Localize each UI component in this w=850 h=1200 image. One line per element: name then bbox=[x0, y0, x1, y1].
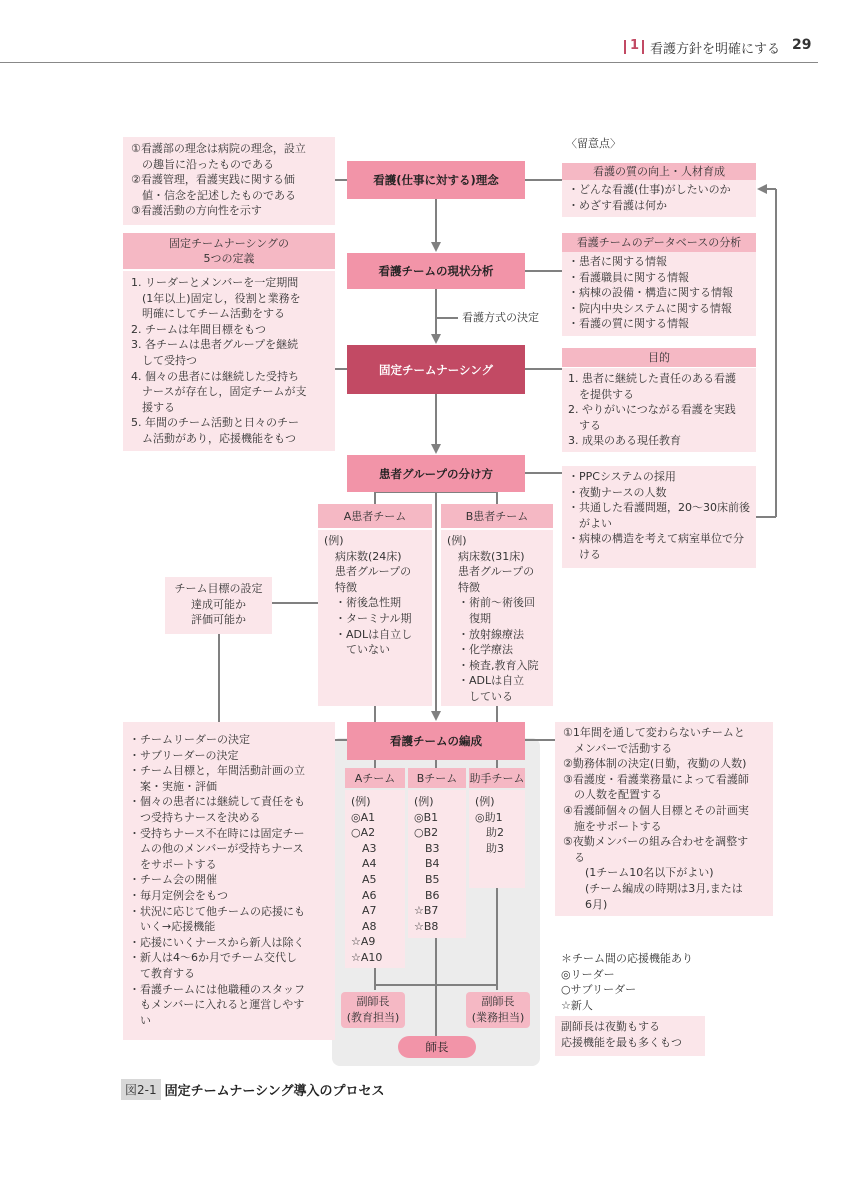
head-nurse-box: 師長 bbox=[398, 1036, 476, 1058]
purpose-body: 1. 患者に継続した責任のある看護 を提供する 2. やりがいにつながる看護を実践 する 3. 成果のある現任教育 bbox=[562, 368, 756, 452]
assistant-team-members: (例) ◎助1 助2 助3 bbox=[469, 790, 525, 888]
figure-label: 図2-1 bbox=[121, 1079, 161, 1100]
team-goal-box: チーム目標の設定 達成可能か 評価可能か bbox=[165, 577, 272, 634]
chapter-title: 看護方針を明確にする bbox=[650, 42, 781, 57]
legend: ＊チーム間の応援機能あり ◎リーダー ○サブリーダー ☆新人 bbox=[561, 952, 693, 1012]
formation-notes: ①1年間を通して変わらないチームと メンバーで活動する ②勤務体制の決定(日勤，夜勤の人数) ③看護度・看護業務量によって看護師 の人数を配置する ④看護師個々の個人目標とその計画実 施をサポートする ⑤夜勤メンバーの組み合わせを調整す る (1チーム10名以下がよい) (チーム編成の時期は3月,または 6月) bbox=[555, 722, 773, 916]
team-b-header: B患者チーム bbox=[441, 504, 553, 528]
a-team-header: Aチーム bbox=[345, 768, 405, 788]
quality-body: ・どんな看護(仕事)がしたいのか ・めざす看護は何か bbox=[562, 180, 756, 217]
grouping-notes: ・PPCシステムの採用 ・夜勤ナースの人数 ・共通した看護問題，20〜30床前後 がよい ・病棟の構造を考えて病室単位で分 ける bbox=[562, 466, 756, 568]
remarks-label: 〈留意点〉 bbox=[566, 137, 621, 150]
a-team-members: (例) ◎A1 ○A2 A3 A4 A5 A6 A7 A8 ☆A9 ☆A10 bbox=[345, 790, 405, 968]
philosophy-box: 看護(仕事に対する)理念 bbox=[347, 161, 525, 199]
method-decision-tick bbox=[436, 317, 458, 319]
quality-header: 看護の質の向上・人材育成 bbox=[562, 163, 756, 180]
team-a-body: (例) 病床数(24床) 患者グループの 特徴 ・術後急性期 ・ターミナル期 ・ADLは自立し ていない bbox=[318, 530, 432, 706]
five-definitions-header: 固定チームナーシングの 5つの定義 bbox=[123, 233, 335, 269]
patient-grouping-box: 患者グループの分け方 bbox=[347, 455, 525, 492]
vice-head-education: 副師長 (教育担当) bbox=[341, 992, 405, 1028]
vice-head-note: 副師長は夜勤もする 応援機能を最も多くもつ bbox=[555, 1016, 705, 1056]
database-header: 看護チームのデータベースの分析 bbox=[562, 233, 756, 252]
b-team-members: (例) ◎B1 ○B2 B3 B4 B5 B6 ☆B7 ☆B8 bbox=[408, 790, 466, 938]
vice-head-operations: 副師長 (業務担当) bbox=[466, 992, 530, 1028]
b-team-header: Bチーム bbox=[408, 768, 466, 788]
analysis-box: 看護チームの現状分析 bbox=[347, 253, 525, 289]
team-a-header: A患者チーム bbox=[318, 504, 432, 528]
team-leader-notes: ・チームリーダーの決定 ・サブリーダーの決定 ・チーム目標と，年間活動計画の立 案・実施・評価 ・個々の患者には継続して責任をも つ受持ちナースを決める ・受持ちナース不在時には固定チー ムの他のメンバーが受持ちナース をサポートする ・チーム会の開催 ・毎月定例会をもつ ・状況に応じて他チームの応援にも いく→応援機能 ・応援にいくナースから新人は除く ・新人は4〜6か月でチーム交代し て教育する ・看護チームには他職種のスタッフ もメンバーに入れると運営しやす い bbox=[123, 722, 335, 1040]
database-body: ・患者に関する情報 ・看護職員に関する情報 ・病棟の設備・構造に関する情報 ・院内中央システムに関する情報 ・看護の質に関する情報 bbox=[562, 252, 756, 336]
team-formation-box: 看護チームの編成 bbox=[347, 722, 525, 760]
five-definitions-body: 1. リーダーとメンバーを一定期間 (1年以上)固定し，役割と業務を 明確にしてチーム活動をする 2. チームは年間目標をもつ 3. 各チームは患者グループを継続 して受持つ 4. 個々の患者には継続した受持ち ナースが存在し，固定チームが支 援する 5. 年間のチーム活動と日々のチー ム活動があり，応援機能をもつ bbox=[123, 271, 335, 451]
philosophy-notes: ①看護部の理念は病院の理念，設立 の趣旨に沿ったものである ②看護管理，看護実践に関する価 値・信念を記述したものである ③看護活動の方向性を示す bbox=[123, 137, 335, 225]
team-b-body: (例) 病床数(31床) 患者グループの 特徴 ・術前〜術後回 復期 ・放射線療法 ・化学療法 ・検査,教育入院 ・ADLは自立 している bbox=[441, 530, 553, 706]
figure-caption bbox=[121, 1078, 385, 1100]
figure-title: 固定チームナーシング導入のプロセス bbox=[164, 1083, 385, 1099]
assistant-team-header: 助手チーム bbox=[469, 768, 525, 788]
method-decision-label: 看護方式の決定 bbox=[462, 311, 539, 324]
page-number: 29 bbox=[792, 37, 812, 53]
fixed-team-nursing-box: 固定チームナーシング bbox=[347, 345, 525, 394]
chapter-number: 1 bbox=[630, 38, 640, 53]
purpose-header: 目的 bbox=[562, 348, 756, 367]
